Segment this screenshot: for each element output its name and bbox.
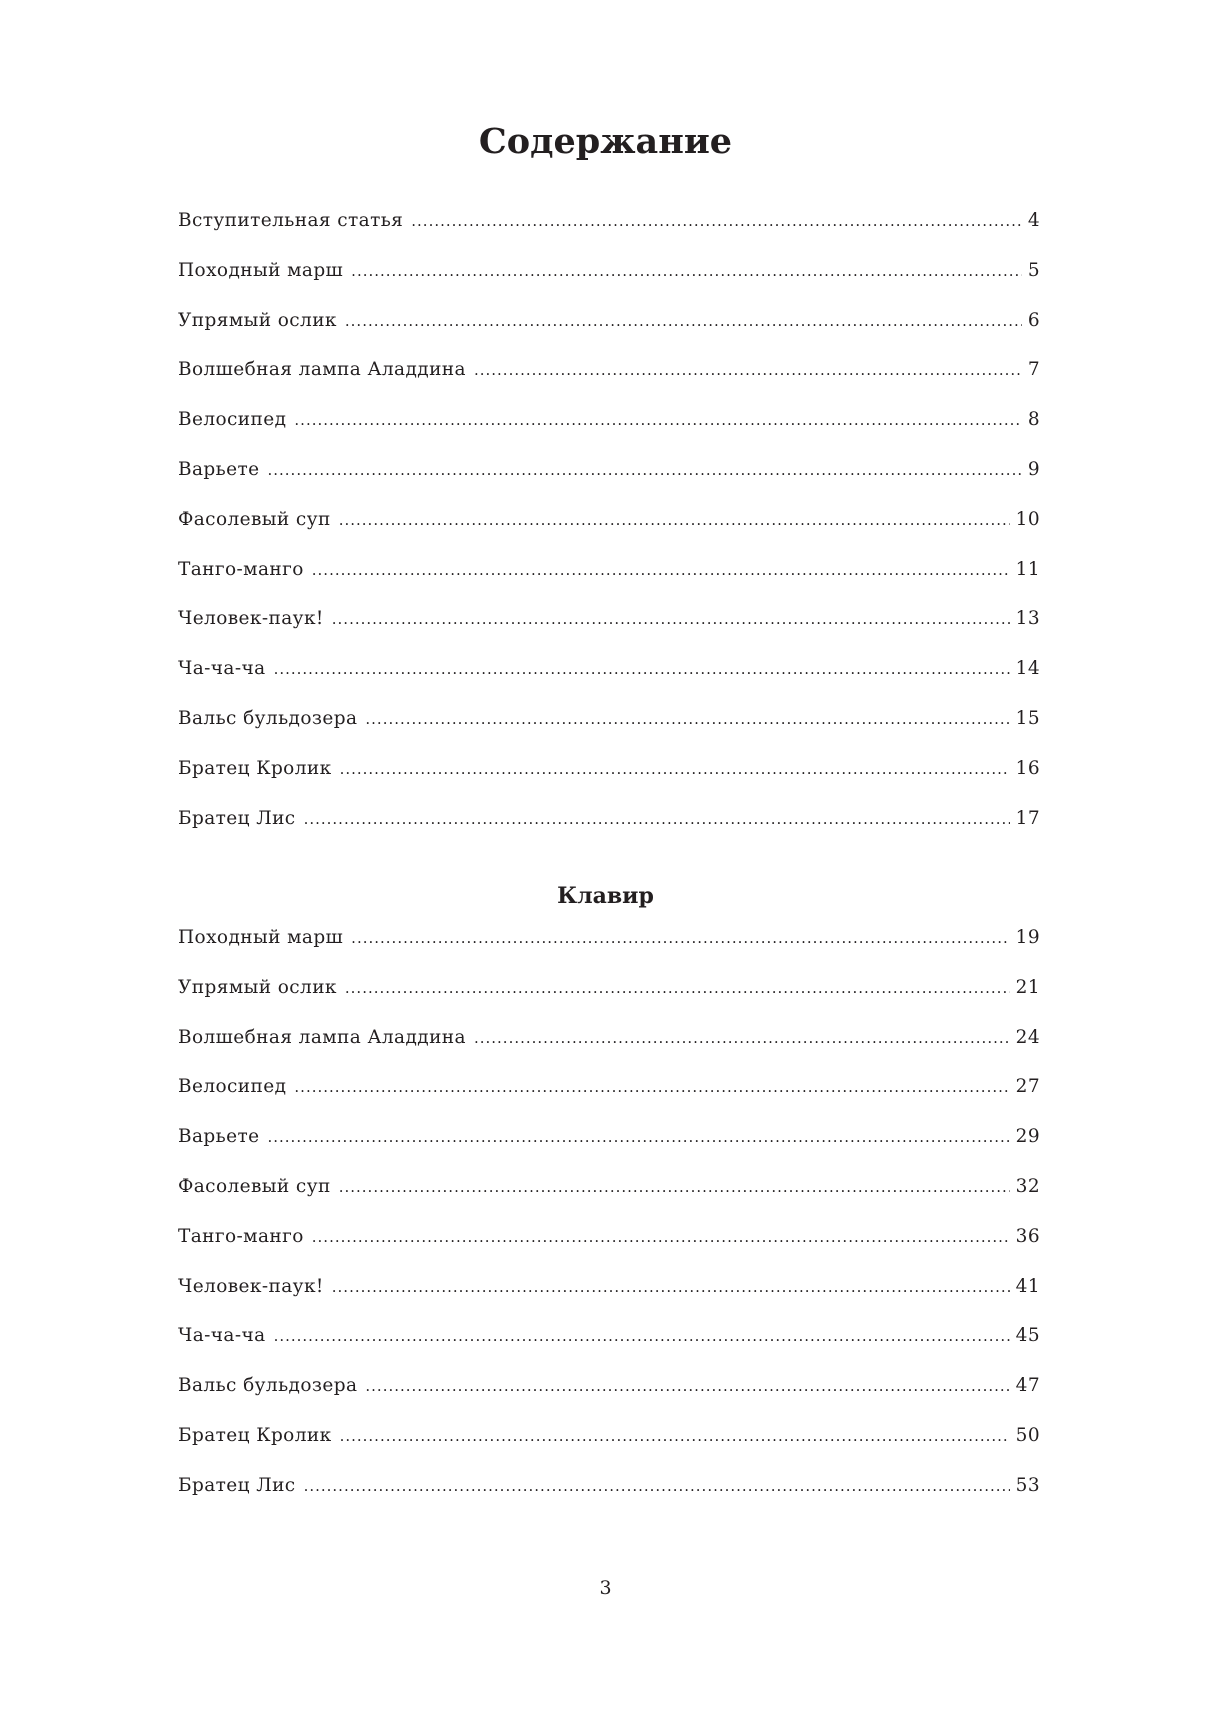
page-title: Содержание <box>478 121 733 162</box>
toc-leader-dots <box>312 1228 1010 1246</box>
toc-entry[interactable] <box>178 808 1040 858</box>
toc-entry[interactable] <box>178 1375 1040 1425</box>
toc-entry-label: Волшебная лампа Аладдина <box>178 359 466 381</box>
toc-entry-page: 36 <box>1015 1225 1040 1247</box>
toc-leader-dots <box>365 710 1009 728</box>
toc-entry[interactable] <box>178 210 1040 260</box>
toc-entry-label: Ча-ча-ча <box>178 1325 266 1347</box>
toc-entry[interactable] <box>178 409 1040 459</box>
toc-entry-label: Варьете <box>178 458 260 480</box>
toc-klavir-list <box>178 927 1040 1525</box>
toc-entry-page: 7 <box>1027 359 1040 381</box>
toc-entry-label: Человек-паук! <box>178 608 324 630</box>
toc-entry-label: Братец Кролик <box>178 757 332 779</box>
toc-entry-page: 15 <box>1015 707 1040 729</box>
toc-entry-label: Велосипед <box>178 409 287 431</box>
toc-entry-page: 29 <box>1015 1126 1040 1148</box>
toc-entry-label: Человек-паук! <box>178 1275 324 1297</box>
toc-leader-dots <box>267 1128 1009 1146</box>
toc-entry-page: 45 <box>1015 1325 1040 1347</box>
toc-entry-page: 4 <box>1027 210 1040 231</box>
toc-entry[interactable] <box>178 927 1040 977</box>
toc-entry-label: Фасолевый суп <box>178 508 331 530</box>
toc-leader-dots <box>351 262 1022 280</box>
toc-entry[interactable] <box>178 1176 1040 1226</box>
toc-leader-dots <box>332 610 1010 628</box>
toc-leader-dots <box>345 979 1010 997</box>
toc-entry-page: 24 <box>1015 1026 1040 1048</box>
toc-leader-dots <box>304 1477 1010 1495</box>
toc-entry-page: 9 <box>1027 458 1040 480</box>
toc-entry[interactable] <box>178 1325 1040 1375</box>
toc-leader-dots <box>294 411 1021 429</box>
toc-entry-page: 14 <box>1015 658 1040 680</box>
toc-entry[interactable] <box>178 1425 1040 1475</box>
toc-entry[interactable] <box>178 509 1040 559</box>
toc-leader-dots <box>274 1327 1010 1345</box>
toc-entry-label: Танго-манго <box>178 558 304 580</box>
toc-entry-page: 21 <box>1015 976 1040 998</box>
toc-leader-dots <box>474 1029 1010 1047</box>
toc-entry-page: 8 <box>1027 409 1040 431</box>
toc-entry-label: Волшебная лампа Аладдина <box>178 1026 466 1048</box>
toc-entry[interactable] <box>178 559 1040 609</box>
toc-entry-label: Вальс бульдозера <box>178 707 358 729</box>
toc-entry[interactable] <box>178 758 1040 808</box>
toc-leader-dots <box>267 461 1021 479</box>
page-number: 3 <box>599 1577 612 1599</box>
toc-entry-page: 10 <box>1015 508 1040 530</box>
toc-entry-page: 32 <box>1015 1175 1040 1197</box>
toc-entry-label: Вальс бульдозера <box>178 1375 358 1397</box>
toc-entry-label: Ча-ча-ча <box>178 658 266 680</box>
toc-leader-dots <box>332 1278 1010 1296</box>
toc-leader-dots <box>474 361 1022 379</box>
toc-leader-dots <box>339 1178 1010 1196</box>
toc-entry-label: Братец Лис <box>178 807 296 829</box>
toc-entry[interactable] <box>178 310 1040 360</box>
toc-entry-page: 50 <box>1015 1424 1040 1446</box>
toc-main-list <box>178 210 1040 857</box>
toc-entry-page: 19 <box>1015 927 1040 948</box>
toc-entry-page: 11 <box>1015 558 1040 580</box>
toc-entry-label: Упрямый ослик <box>178 309 337 331</box>
toc-entry-page: 13 <box>1015 608 1040 630</box>
toc-entry[interactable] <box>178 608 1040 658</box>
toc-entry-page: 47 <box>1015 1375 1040 1397</box>
toc-entry[interactable] <box>178 1475 1040 1525</box>
toc-entry-label: Вступительная статья <box>178 210 404 231</box>
toc-entry[interactable] <box>178 260 1040 310</box>
toc-entry-page: 5 <box>1027 259 1040 281</box>
toc-leader-dots <box>339 511 1010 529</box>
toc-leader-dots <box>304 810 1010 828</box>
toc-leader-dots <box>294 1078 1009 1096</box>
toc-entry-label: Походный марш <box>178 927 344 948</box>
toc-entry[interactable] <box>178 658 1040 708</box>
toc-entry-page: 6 <box>1027 309 1040 331</box>
toc-entry[interactable] <box>178 1076 1040 1126</box>
toc-entry-label: Варьете <box>178 1126 260 1148</box>
toc-entry-page: 17 <box>1015 807 1040 829</box>
toc-entry-page: 41 <box>1015 1275 1040 1297</box>
toc-entry-label: Фасолевый суп <box>178 1175 331 1197</box>
toc-leader-dots <box>365 1377 1009 1395</box>
toc-entry[interactable] <box>178 459 1040 509</box>
toc-leader-dots <box>274 660 1010 678</box>
toc-entry[interactable] <box>178 1276 1040 1326</box>
toc-entry-label: Братец Кролик <box>178 1424 332 1446</box>
toc-entry-label: Упрямый ослик <box>178 976 337 998</box>
toc-entry-page: 53 <box>1015 1474 1040 1496</box>
toc-leader-dots <box>340 760 1010 778</box>
toc-entry-page: 27 <box>1015 1076 1040 1098</box>
toc-entry-label: Танго-манго <box>178 1225 304 1247</box>
klavir-heading: Клавир <box>557 883 654 909</box>
toc-leader-dots <box>351 929 1009 947</box>
toc-entry[interactable] <box>178 1126 1040 1176</box>
toc-entry[interactable] <box>178 708 1040 758</box>
toc-leader-dots <box>340 1427 1010 1445</box>
toc-leader-dots <box>345 312 1022 330</box>
toc-entry-label: Велосипед <box>178 1076 287 1098</box>
toc-leader-dots <box>411 212 1022 230</box>
toc-leader-dots <box>312 561 1010 579</box>
toc-entry-label: Походный марш <box>178 259 344 281</box>
toc-entry[interactable] <box>178 1226 1040 1276</box>
toc-entry-label: Братец Лис <box>178 1474 296 1496</box>
toc-entry[interactable] <box>178 977 1040 1027</box>
toc-entry[interactable] <box>178 359 1040 409</box>
toc-entry[interactable] <box>178 1027 1040 1077</box>
toc-entry-page: 16 <box>1015 757 1040 779</box>
